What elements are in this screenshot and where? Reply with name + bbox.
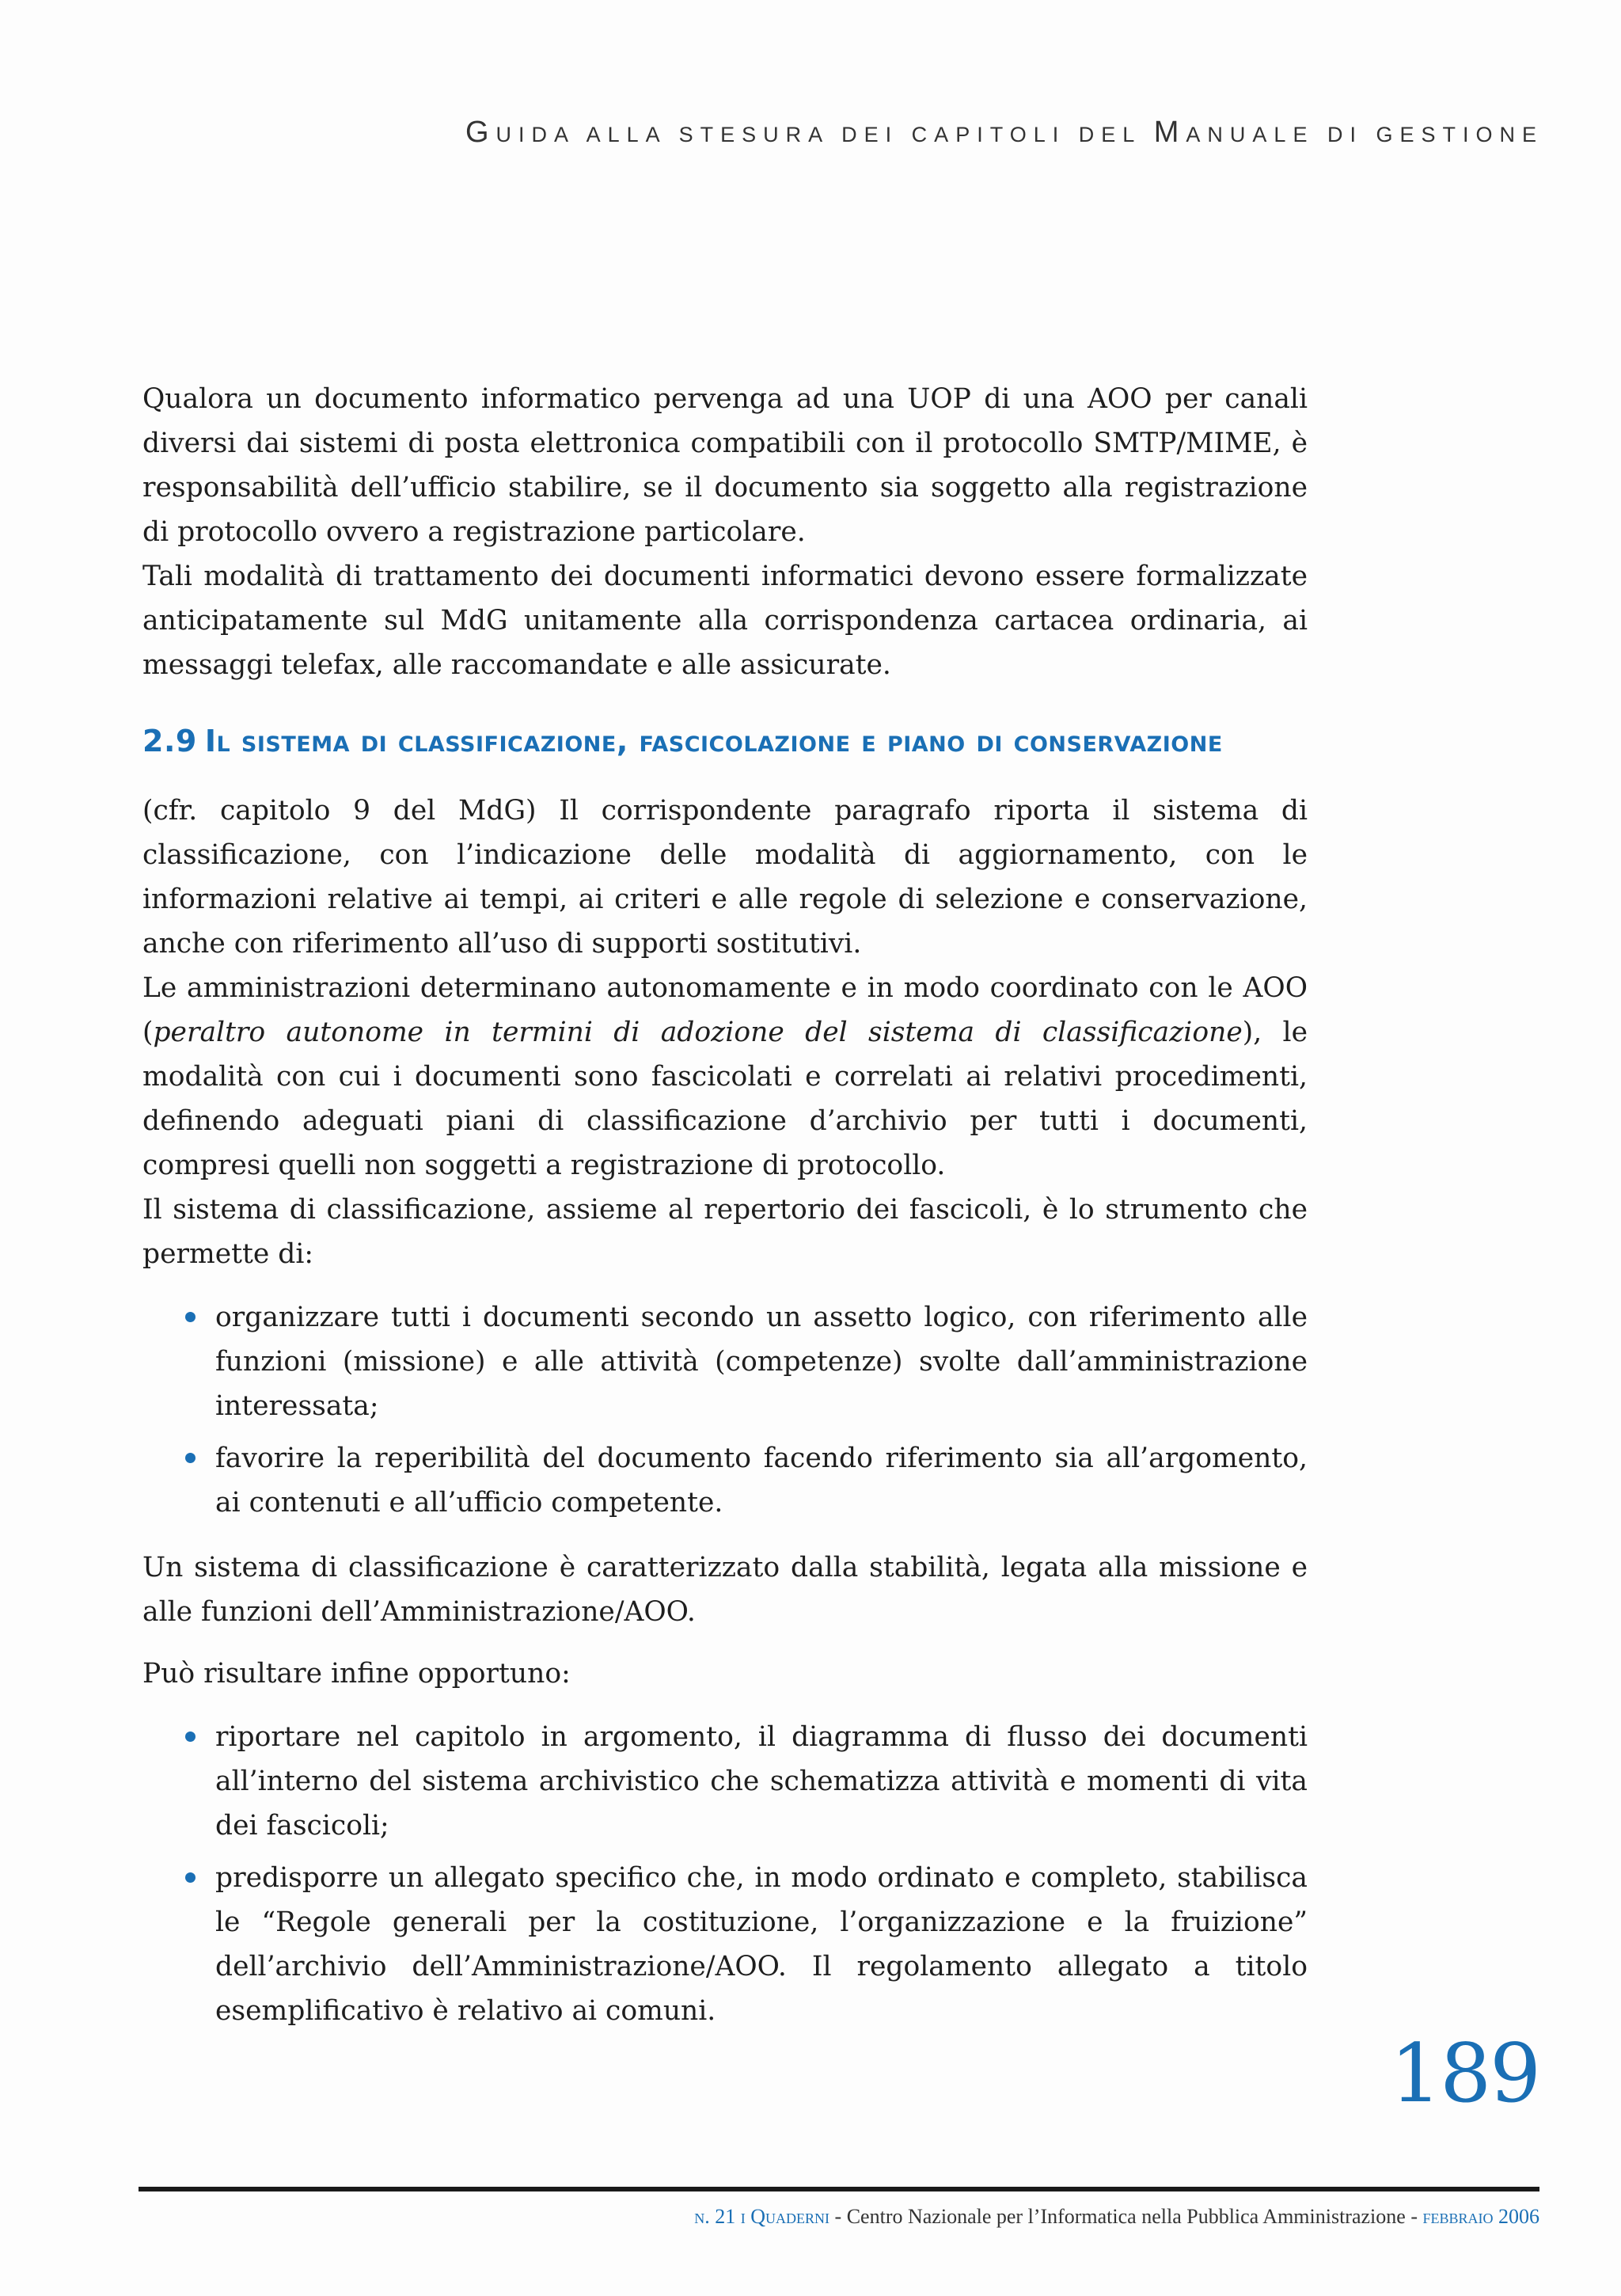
list-item-text: riportare nel capitolo in argomento, il diagramma di flusso dei documenti all’interno del sistema archivistico che schematizza attività e momenti di vita dei fascicoli; bbox=[215, 1721, 1308, 1842]
paragraph-text: ), le modalità con cui i documenti sono fascicolati e correlati ai relativi procedimenti, definendo adeguati piani di classificazione d’archivio per tutti i documenti, compresi quelli non soggetti a registrazione di protocollo. bbox=[142, 1017, 1308, 1181]
bullet-icon bbox=[185, 1732, 196, 1742]
footer bbox=[694, 2205, 1539, 2229]
paragraph: Tali modalità di trattamento dei documenti informatici devono essere formalizzate anticipatamente sul MdG unitamente alla corrispondenza cartacea ordinaria, ai messaggi telefax, alle raccomandate e alle assicurate. bbox=[142, 561, 1308, 681]
list-item bbox=[215, 1436, 1308, 1525]
list-item-text: predisporre un allegato specifico che, in modo ordinato e completo, stabilisca le “Regole generali per la costituzione, l’organizzazione e la fruizione” dell’archivio dell’Amministrazione/AOO. Il regolamento allegato a titolo esemplificativo è relativo ai comuni. bbox=[215, 1862, 1308, 2027]
main-text bbox=[142, 377, 1308, 2041]
list-item bbox=[215, 1295, 1308, 1428]
bullet-icon bbox=[185, 1453, 196, 1463]
paragraph: Un sistema di classificazione è caratterizzato dalla stabilità, legata alla missione e alle funzioni dell’Amministrazione/AOO. bbox=[142, 1552, 1308, 1628]
bullet-icon bbox=[185, 1312, 196, 1322]
bullet-icon bbox=[185, 1872, 196, 1883]
paragraph: (cfr. capitolo 9 del MdG) Il corrispondente paragrafo riporta il sistema di classificazione, con l’indicazione delle modalità di aggiornamento, con le informazioni relative ai tempi, ai criteri e alle regole di selezione e conservazione, anche con riferimento all’uso di supporti sostitutivi. bbox=[142, 795, 1308, 960]
page-number: 189 bbox=[1390, 2027, 1539, 2121]
list-item bbox=[215, 1856, 1308, 2033]
paragraph-text: Le amministrazioni determinano autonomamente e in modo coordinato con le AOO ( bbox=[142, 972, 1308, 1048]
running-head-initial: M bbox=[1153, 116, 1186, 149]
footer-issue: n. 21 i Quaderni bbox=[694, 2205, 830, 2228]
bullet-list bbox=[142, 1295, 1308, 1525]
running-head-text: ANUALE DI GESTIONE bbox=[1186, 123, 1543, 146]
paragraph bbox=[142, 966, 1308, 1188]
footer-divider bbox=[139, 2187, 1539, 2191]
list-item-text: favorire la reperibilità del documento facendo riferimento sia all’argomento, ai contenuti e all’ufficio competente. bbox=[215, 1443, 1308, 1519]
footer-organization: Centro Nazionale per l’Informatica nella Pubblica Amministrazione bbox=[846, 2205, 1406, 2228]
running-head-text: UIDA ALLA STESURA DEI CAPITOLI DEL bbox=[495, 123, 1154, 146]
section-title: Il sistema di classificazione, fascicolazione e piano di conservazione bbox=[204, 724, 1223, 758]
footer-separator: - bbox=[1405, 2205, 1423, 2228]
footer-date: febbraio 2006 bbox=[1422, 2205, 1539, 2228]
paragraph: Il sistema di classificazione, assieme al repertorio dei fascicoli, è lo strumento che permette di: bbox=[142, 1194, 1308, 1270]
footer-separator: - bbox=[829, 2205, 847, 2228]
section-heading bbox=[142, 719, 1308, 763]
running-head-initial: G bbox=[465, 116, 496, 149]
paragraph: Può risultare infine opportuno: bbox=[142, 1658, 571, 1690]
section-number: 2.9 bbox=[142, 724, 197, 758]
paragraph: Qualora un documento informatico pervenga ad una UOP di una AOO per canali diversi dai sistemi di posta elettronica compatibili con il protocollo SMTP/MIME, è responsabilità dell’ufficio stabilire, se il documento sia soggetto alla registrazione di protocollo ovvero a registrazione particolare. bbox=[142, 383, 1308, 548]
list-item bbox=[215, 1715, 1308, 1848]
running-head bbox=[237, 116, 1543, 150]
paragraph-italic-text: peraltro autonome in termini di adozione del sistema di classificazione bbox=[153, 1017, 1243, 1048]
list-item-text: organizzare tutti i documenti secondo un assetto logico, con riferimento alle funzioni (missione) e alle attività (competenze) svolte dall’amministrazione interessata; bbox=[215, 1302, 1308, 1422]
bullet-list bbox=[142, 1715, 1308, 2033]
